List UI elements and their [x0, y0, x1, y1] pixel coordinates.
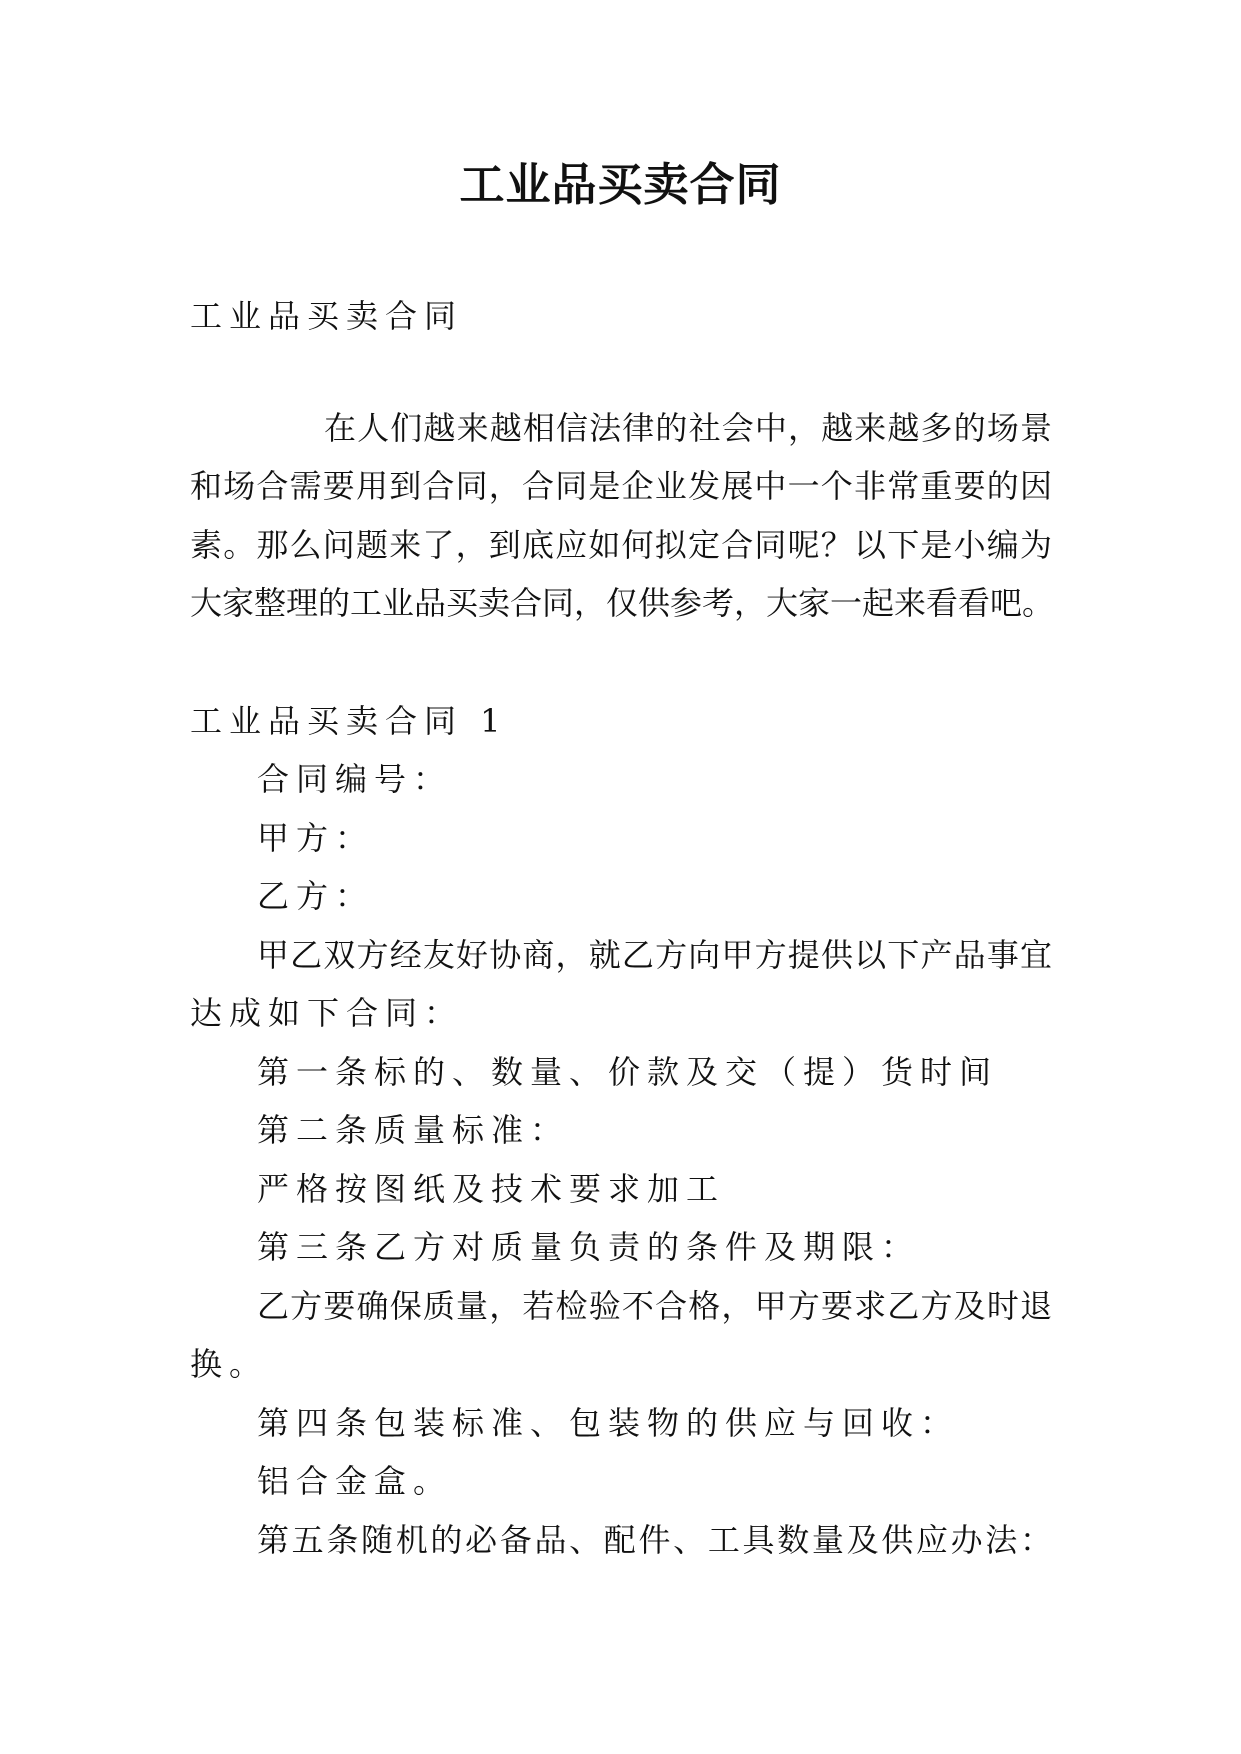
article-3-body-line-1: 乙方要确保质量，若检验不合格，甲方要求乙方及时退	[257, 1287, 1052, 1325]
document-title: 工业品买卖合同	[459, 158, 782, 211]
section-heading: 工业品买卖合同 1	[190, 702, 508, 740]
article-2: 第二条质量标准：	[257, 1111, 570, 1149]
intro-line-1: 在人们越来越相信法律的社会中，越来越多的场景	[324, 409, 1052, 447]
contract-number-label: 合同编号：	[257, 760, 453, 798]
party-a-label: 甲方：	[257, 819, 375, 857]
document-subtitle: 工业品买卖合同	[190, 297, 464, 335]
article-3: 第三条乙方对质量负责的条件及期限：	[257, 1228, 921, 1266]
article-3-body-line-2: 换。	[190, 1345, 269, 1383]
article-2-body: 严格按图纸及技术要求加工	[257, 1170, 726, 1208]
intro-line-3: 素。那么问题来了，到底应如何拟定合同呢？以下是小编为	[190, 526, 1052, 564]
preamble-line-1: 甲乙双方经友好协商，就乙方向甲方提供以下产品事宜	[257, 936, 1052, 974]
article-1: 第一条标的、数量、价款及交（提）货时间	[257, 1053, 999, 1091]
article-4: 第四条包装标准、包装物的供应与回收：	[257, 1404, 960, 1442]
article-5: 第五条随机的必备品、配件、工具数量及供应办法：	[257, 1521, 1052, 1559]
article-4-body: 铝合金盒。	[257, 1462, 453, 1500]
intro-line-4: 大家整理的工业品买卖合同，仅供参考，大家一起来看看吧。	[190, 584, 1055, 622]
intro-line-2: 和场合需要用到合同，合同是企业发展中一个非常重要的因	[190, 467, 1052, 505]
preamble-line-2: 达成如下合同：	[190, 994, 464, 1032]
party-b-label: 乙方：	[257, 877, 375, 915]
